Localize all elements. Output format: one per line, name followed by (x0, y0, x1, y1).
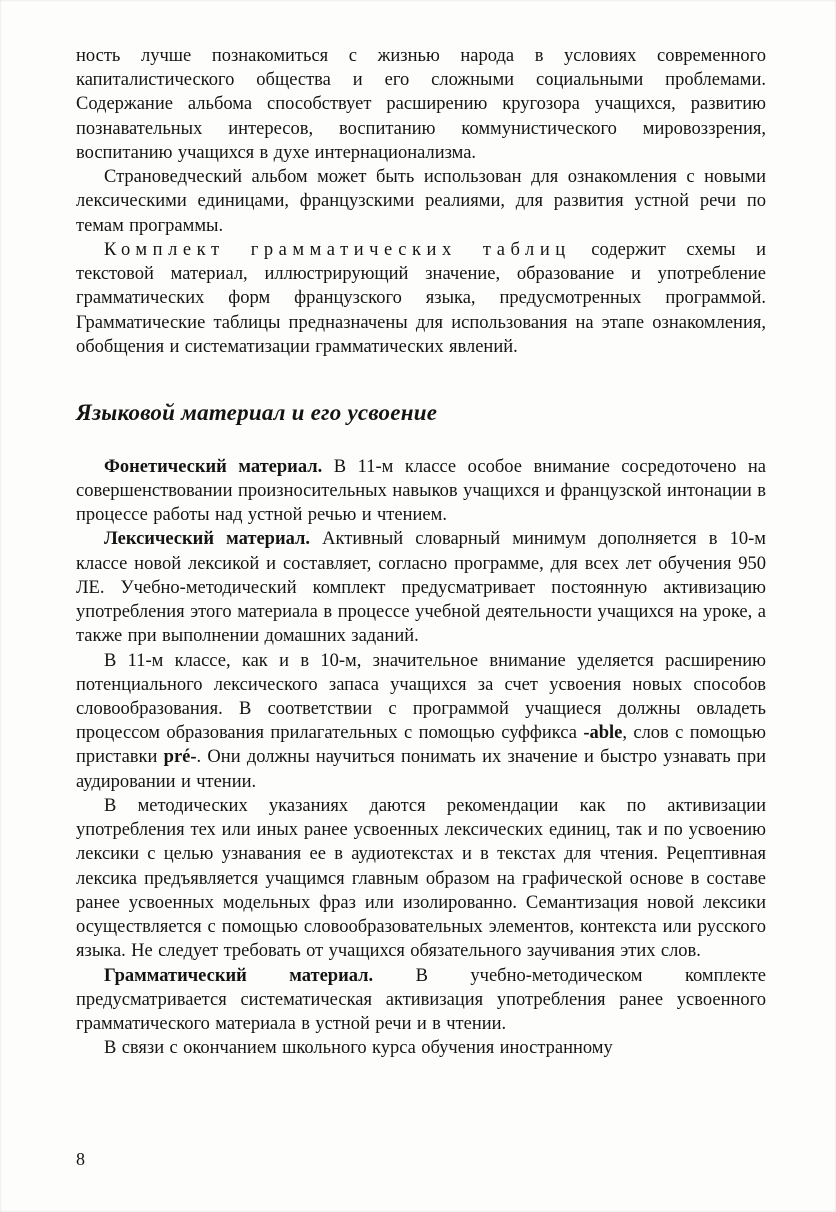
paragraph (76, 455, 766, 528)
paragraph (76, 527, 766, 648)
text-segment: В 11-м классе особое внимание сосредоточено на совершенствовании произносительных навыков учащихся и французской интонации в процессе работы над устной речью и чтением. (76, 456, 766, 526)
text-segment: В методических указаниях даются рекомендации как по активизации употребления тех или иных ранее усвоенных лексических единиц, так и по усвоению лексики с целью узнавания ее в аудиотекстах и в текстах для чтения. Рецептивная лексика предъявляется учащимся главным образом на графической основе в составе ранее усвоенных модельных фраз или изолированно. Семантизация новой лексики осуществляется с помощью словообразовательных элементов, контекста или русского языка. Не следует требовать от учащихся обязательного заучивания этих слов. (76, 795, 766, 962)
text-segment: Комплект грамматических таблиц (104, 239, 571, 260)
text-segment: В связи с окончанием школьного курса обучения иностранному (104, 1038, 613, 1059)
paragraph (76, 1036, 766, 1060)
paragraph (76, 44, 766, 165)
text-segment: Страноведческий альбом может быть использован для ознакомления с новыми лексическими единицами, французскими реалиями, для развития устной речи по темам программы. (76, 167, 766, 236)
text-segment: В 11-м классе, как и в 10-м, значительное внимание уделяется расширению потенциального лексического запаса учащихся за счет усвоения новых способов словообразования. В соответствии с программой учащиеся должны овладеть процессом образования прилагательных с помощью суффикса (76, 650, 766, 744)
paragraph (76, 964, 766, 1037)
text-block (76, 44, 766, 1061)
text-segment: содержит схемы и текстовой материал, иллюстрирующий значение, образование и употребление грамматических форм французского языка, предусмотренных программой. Грамматические таблицы предназначены для использования на этапе ознакомления, обобщения и систематизации грамматических явлений. (76, 239, 766, 357)
text-segment: , слов с помощью приставки (76, 723, 766, 768)
text-segment: pré- (163, 747, 197, 768)
section-heading: Языковой материал и его усвоение (76, 400, 438, 426)
paragraph (76, 649, 766, 794)
paragraph (76, 238, 766, 359)
text-segment: В учебно-методическом комплекте предусматривается систематическая активизация употребления ранее усвоенного грамматического материала в устной речи и в чтении. (76, 965, 766, 1035)
text-segment: Активный словарный минимум дополняется в 10-м классе новой лексикой и составляет, согласно программе, для всех лет обучения 950 ЛЕ. Учебно-методический комплект предусматривает постоянную активизацию употребления этого материала в процессе учебной деятельности учащихся на уроке, а также при выполнении домашних заданий. (76, 529, 766, 647)
page-number: 8 (76, 1149, 85, 1170)
text-segment: . Они должны научиться понимать их значение и быстро узнавать при аудировании и чтении. (76, 747, 766, 792)
text-segment: Фонетический материал. (104, 456, 323, 477)
text-segment: ность лучше познакомиться с жизнью народа в условиях современного капиталистического общества и его сложными социальными проблемами. Содержание альбома способствует расширению кругозора учащихся, развитию познавательных интересов, воспитанию коммунистического мировоззрения, воспитанию учащихся в духе интернационализма. (76, 46, 766, 163)
paragraph (76, 165, 766, 238)
text-segment: Грамматический материал. (104, 965, 374, 986)
text-segment: -able (583, 723, 623, 744)
paragraph (76, 794, 766, 964)
text-segment: Лексический материал. (104, 529, 311, 550)
